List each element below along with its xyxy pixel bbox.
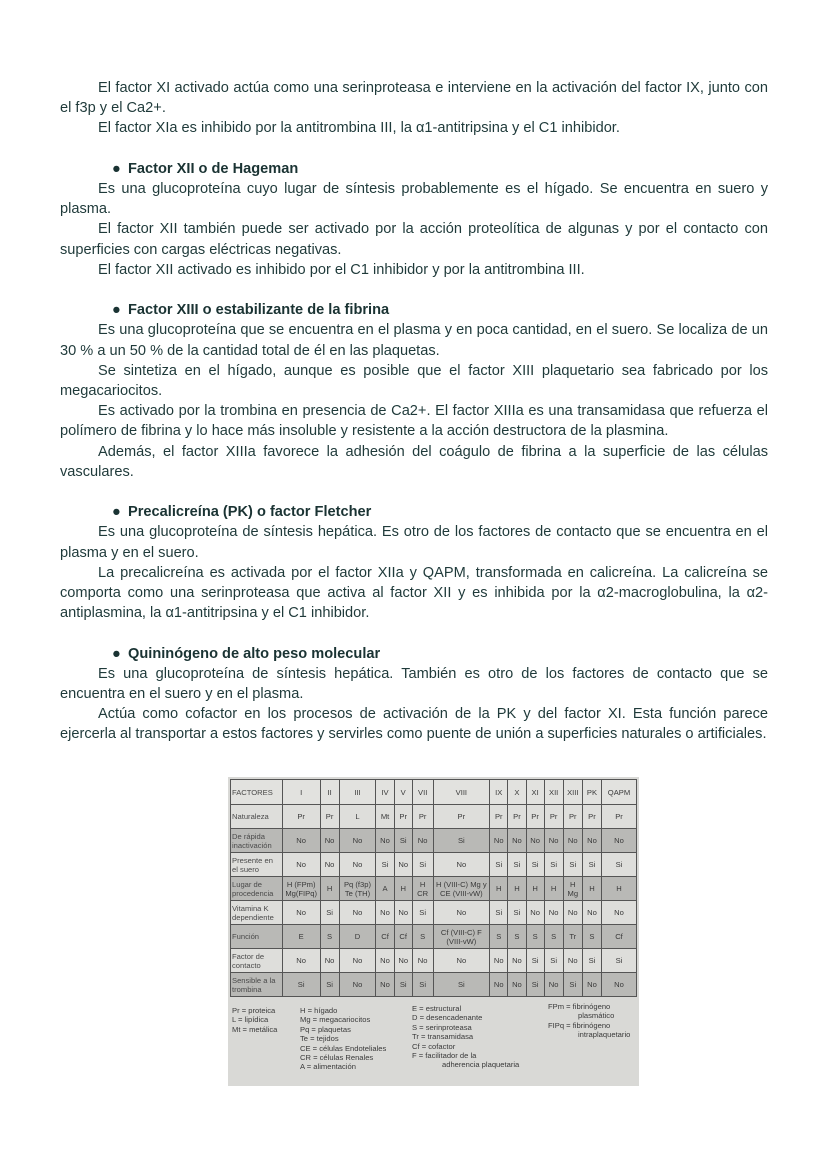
table-cell: Si: [563, 973, 582, 997]
table-cell: QAPM: [601, 780, 636, 805]
row-label: Vitamina K dependiente: [231, 901, 283, 925]
table-cell: Si: [320, 901, 339, 925]
table-legend: [228, 1002, 639, 1086]
table-row: [231, 877, 637, 901]
table-cell: Si: [433, 829, 490, 853]
table-cell: XIII: [563, 780, 582, 805]
table-cell: Pr: [526, 805, 544, 829]
table-cell: No: [490, 949, 508, 973]
table-cell: No: [563, 829, 582, 853]
table-cell: Si: [433, 973, 490, 997]
table-cell: S: [582, 925, 601, 949]
table-cell: No: [412, 829, 433, 853]
paragraph: Es activado por la trombina en presencia de Ca2+. El factor XIIIa es una transamidasa que refuerza el polímero de fibrina y lo hace más insoluble y resistente a la acción destructora de la plasmina.: [60, 403, 768, 440]
table-row: [231, 901, 637, 925]
table-cell: VII: [412, 780, 433, 805]
table-cell: H: [320, 877, 339, 901]
table-cell: XI: [526, 780, 544, 805]
legend-entry: intraplaquetario: [578, 1030, 631, 1040]
table-cell: H (FPm) Mg(FIPq): [282, 877, 320, 901]
legend-entry: plasmático: [578, 1011, 615, 1021]
legend-column: [412, 1004, 519, 1070]
table-cell: Si: [563, 853, 582, 877]
table-cell: No: [282, 829, 320, 853]
paragraph: El factor XII activado es inhibido por el C1 inhibidor y por la antitrombina III.: [98, 261, 585, 278]
table-cell: Pr: [563, 805, 582, 829]
bullet-icon: ●: [112, 160, 121, 177]
legend-entry: Mt = metálica: [232, 1024, 278, 1034]
table-cell: S: [544, 925, 563, 949]
row-label: Lugar de procedencia: [231, 877, 283, 901]
legend-entry: Tr = transamidasa: [412, 1032, 474, 1042]
heading-factor-xii: ● Factor XII o de Hageman: [60, 159, 768, 179]
table-row: [231, 973, 637, 997]
table-cell: H: [526, 877, 544, 901]
table-cell: No: [320, 949, 339, 973]
table-cell: S: [412, 925, 433, 949]
table-cell: VIII: [433, 780, 490, 805]
table-cell: L: [339, 805, 376, 829]
table-cell: H CR: [412, 877, 433, 901]
table-cell: No: [282, 901, 320, 925]
paragraph: Es una glucoproteína que se encuentra en el plasma y en poca cantidad, en el suero. Se localiza de un 30 % a un 50 % de la cantidad total de él en las plaquetas.: [60, 322, 768, 359]
heading-quininogeno: ● Quininógeno de alto peso molecular: [60, 644, 768, 664]
table-cell: S: [320, 925, 339, 949]
table-cell: Si: [508, 901, 526, 925]
paragraph: Se sintetiza en el hígado, aunque es posible que el factor XIII plaquetario sea fabricado por los megacariocitos.: [60, 362, 768, 400]
paragraph: Actúa como cofactor en los procesos de activación de la PK y del factor XI. Esta función parece ejercerla al transportar a estos factores y servirles como puente de unión a superficies naturales o artificiales.: [60, 706, 768, 743]
table-cell: No: [582, 829, 601, 853]
paragraph: El factor XII también puede ser activado por la acción proteolítica de algunas y por el contacto con superficies con cargas eléctricas negativas.: [60, 221, 768, 258]
table-cell: Si: [412, 901, 433, 925]
table-cell: No: [376, 901, 394, 925]
paragraph: Es una glucoproteína cuyo lugar de síntesis probablemente es el hígado. Se encuentra en suero y plasma.: [60, 181, 768, 218]
legend-column: [300, 1006, 386, 1072]
legend-entry: Pr = proteica: [232, 1006, 276, 1015]
table-cell: No: [544, 901, 563, 925]
table-cell: No: [563, 949, 582, 973]
table-cell: X: [508, 780, 526, 805]
table-cell: Si: [544, 853, 563, 877]
table-row: [231, 805, 637, 829]
table-cell: No: [320, 829, 339, 853]
row-label: Función: [231, 925, 283, 949]
table-cell: No: [563, 901, 582, 925]
legend-entry: H = hígado: [300, 1006, 338, 1015]
table-cell: No: [394, 901, 412, 925]
table-cell: No: [339, 949, 376, 973]
table-cell: Si: [282, 973, 320, 997]
table-cell: Si: [544, 949, 563, 973]
table-row: [231, 829, 637, 853]
table-cell: No: [526, 829, 544, 853]
table-cell: Si: [412, 973, 433, 997]
legend-entry: Cf = cofactor: [412, 1041, 456, 1051]
table-cell: No: [544, 829, 563, 853]
legend-entry: L = lipídica: [232, 1015, 269, 1025]
legend-entry: FPm = fibrinógeno: [548, 1002, 611, 1011]
table-cell: No: [376, 973, 394, 997]
table-cell: Si: [582, 853, 601, 877]
table-cell: No: [339, 973, 376, 997]
table-cell: H: [544, 877, 563, 901]
table-cell: Tr: [563, 925, 582, 949]
table-cell: Si: [601, 949, 636, 973]
table-cell: No: [433, 949, 490, 973]
table-cell: Cf: [394, 925, 412, 949]
table-cell: PK: [582, 780, 601, 805]
legend-entry: FIPq = fibrinógeno: [548, 1020, 611, 1030]
table-cell: Pr: [544, 805, 563, 829]
table-cell: No: [508, 973, 526, 997]
row-label: Naturaleza: [231, 805, 283, 829]
table-cell: Cf (VIII-C) F (VIII-vW): [433, 925, 490, 949]
table-cell: II: [320, 780, 339, 805]
table-cell: No: [394, 949, 412, 973]
bullet-icon: ●: [112, 504, 121, 521]
paragraph: Además, el factor XIIIa favorece la adhesión del coágulo de fibrina a la superficie de las células vasculares.: [60, 443, 768, 480]
table-cell: Si: [490, 901, 508, 925]
table-cell: Si: [412, 853, 433, 877]
table-cell: Mt: [376, 805, 394, 829]
legend-entry: D = desencadenante: [412, 1013, 483, 1023]
table-cell: H: [601, 877, 636, 901]
table-cell: No: [376, 949, 394, 973]
table-cell: No: [433, 901, 490, 925]
table-cell: Pq (f3p) Te (TH): [339, 877, 376, 901]
table-cell: No: [412, 949, 433, 973]
factors-table-photo: [228, 777, 639, 1086]
table-cell: Pr: [412, 805, 433, 829]
legend-entry: Mg = megacariocitos: [300, 1015, 371, 1025]
table-cell: Pr: [433, 805, 490, 829]
table-cell: S: [526, 925, 544, 949]
table-cell: No: [394, 853, 412, 877]
paragraph: Es una glucoproteína de síntesis hepática. También es otro de los factores de contacto que se encuentra en el suero y en el plasma.: [60, 665, 768, 703]
table-cell: D: [339, 925, 376, 949]
table-cell: Pr: [582, 805, 601, 829]
table-cell: No: [601, 973, 636, 997]
table-cell: Si: [526, 949, 544, 973]
table-cell: A: [376, 877, 394, 901]
legend-entry: A = alimentación: [300, 1062, 356, 1072]
row-label: Sensible a la trombina: [231, 973, 283, 997]
table-cell: Si: [526, 973, 544, 997]
legend-column: [232, 1006, 277, 1034]
table-cell: No: [282, 853, 320, 877]
table-cell: Si: [508, 853, 526, 877]
bullet-icon: ●: [112, 645, 121, 662]
row-label: FACTORES: [231, 780, 283, 805]
table-cell: No: [339, 853, 376, 877]
legend-entry: Te = tejidos: [300, 1034, 339, 1044]
heading-factor-xiii: ● Factor XIII o estabilizante de la fibrina: [60, 300, 768, 320]
table-cell: I: [282, 780, 320, 805]
table-row: [231, 925, 637, 949]
table-cell: No: [526, 901, 544, 925]
table-cell: XII: [544, 780, 563, 805]
table-cell: S: [508, 925, 526, 949]
table-cell: No: [544, 973, 563, 997]
table-cell: Si: [320, 973, 339, 997]
table-cell: Pr: [601, 805, 636, 829]
table-cell: Si: [394, 829, 412, 853]
table-cell: Pr: [394, 805, 412, 829]
table-cell: Si: [601, 853, 636, 877]
table-cell: No: [433, 853, 490, 877]
table-cell: Pr: [320, 805, 339, 829]
paragraph: Es una glucoproteína de síntesis hepática. Es otro de los factores de contacto que se encuentra en el plasma y en el suero.: [60, 524, 768, 561]
table-cell: H Mg: [563, 877, 582, 901]
table-cell: Si: [490, 853, 508, 877]
table-header-row: [231, 780, 637, 805]
table-cell: No: [282, 949, 320, 973]
paragraph: La precalicreína es activada por el factor XIIa y QAPM, transformada en calicreína. La calicreína se comporta como una serinproteasa que activa al factor XII y es inhibida por la α2-macroglobulina, la α2-antiplasmina, la α1-antitripsina y el C1 inhibidor.: [60, 564, 768, 622]
table-cell: No: [508, 949, 526, 973]
legend-entry: S = serinproteasa: [412, 1022, 472, 1032]
table-cell: H: [582, 877, 601, 901]
factors-table: [230, 779, 637, 997]
table-cell: No: [339, 901, 376, 925]
table-cell: Pr: [508, 805, 526, 829]
bullet-icon: ●: [112, 302, 121, 319]
table-cell: Pr: [282, 805, 320, 829]
table-cell: No: [490, 829, 508, 853]
table-cell: Si: [526, 853, 544, 877]
table-cell: IX: [490, 780, 508, 805]
paragraph: El factor XIa es inhibido por la antitrombina III, la α1-antitripsina y el C1 inhibidor.: [98, 120, 620, 137]
legend-column: [548, 1002, 630, 1040]
table-cell: V: [394, 780, 412, 805]
table-cell: III: [339, 780, 376, 805]
paragraph: El factor XI activado actúa como una serinproteasa e interviene en la activación del factor IX, junto con el f3p y el Ca2+.: [60, 80, 768, 117]
table-row: [231, 853, 637, 877]
table-cell: No: [601, 829, 636, 853]
table-cell: Cf: [601, 925, 636, 949]
document-body: [60, 78, 768, 745]
table-cell: No: [582, 901, 601, 925]
legend-entry: Pq = plaquetas: [300, 1024, 351, 1034]
row-label: Factor de contacto: [231, 949, 283, 973]
table-cell: IV: [376, 780, 394, 805]
table-cell: E: [282, 925, 320, 949]
row-label: Presente en el suero: [231, 853, 283, 877]
table-cell: No: [376, 829, 394, 853]
row-label: De rápida inactivación: [231, 829, 283, 853]
table-cell: No: [339, 829, 376, 853]
legend-entry: E = estructural: [412, 1004, 462, 1013]
table-cell: Si: [582, 949, 601, 973]
table-cell: S: [490, 925, 508, 949]
table-cell: H: [394, 877, 412, 901]
heading-precalicreina: ● Precalicreína (PK) o factor Fletcher: [60, 502, 768, 522]
legend-entry: CE = células Endoteliales: [300, 1043, 387, 1053]
table-cell: No: [601, 901, 636, 925]
table-cell: H: [508, 877, 526, 901]
table-cell: Si: [394, 973, 412, 997]
legend-entry: adherencia plaquetaria: [442, 1060, 520, 1070]
table-cell: No: [508, 829, 526, 853]
table-cell: H (VIII-C) Mg y CE (VIII-vW): [433, 877, 490, 901]
table-cell: No: [320, 853, 339, 877]
table-row: [231, 949, 637, 973]
table-cell: Pr: [490, 805, 508, 829]
table-cell: Cf: [376, 925, 394, 949]
table-cell: Si: [376, 853, 394, 877]
legend-entry: CR = células Renales: [300, 1053, 374, 1063]
table-cell: H: [490, 877, 508, 901]
legend-entry: F = facilitador de la: [412, 1051, 477, 1061]
table-cell: No: [490, 973, 508, 997]
table-cell: No: [582, 973, 601, 997]
